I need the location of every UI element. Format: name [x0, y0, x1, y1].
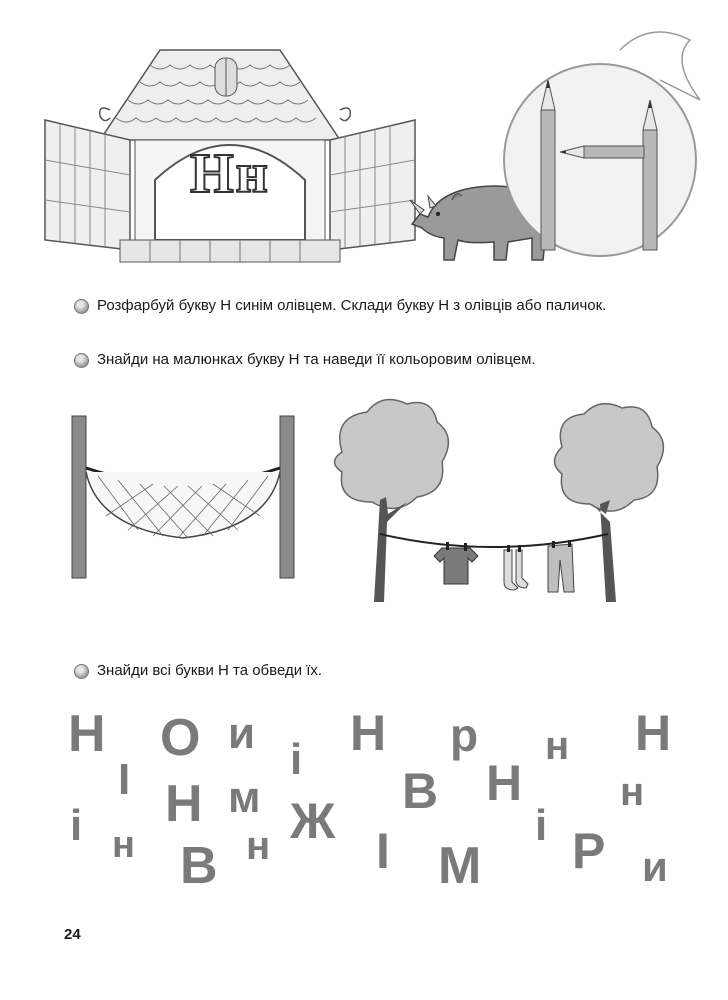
scatter-letter: і — [290, 735, 303, 784]
scatter-letter: н — [246, 824, 271, 868]
scatter-letter: О — [160, 709, 201, 767]
scatter-letter: Ж — [290, 793, 336, 849]
scatter-letter: І — [376, 823, 390, 879]
page-number: 24 — [64, 926, 81, 943]
scatter-letter: Н — [635, 705, 672, 761]
instruction-1 — [74, 296, 606, 316]
scatter-letter: р — [450, 709, 479, 761]
letter-sign-text: Нн — [190, 143, 270, 205]
bullet-icon — [74, 353, 89, 368]
instruction-1-text: Розфарбуй букву Н синім олівцем. Склади букву Н з олівців або паличок. — [97, 297, 607, 314]
hammock-illustration — [68, 410, 308, 580]
scatter-letter: В — [180, 837, 218, 895]
bullet-icon — [74, 664, 89, 679]
instruction-2 — [74, 350, 536, 370]
bullet-icon — [74, 299, 89, 314]
scatter-letter: м — [228, 773, 261, 822]
pencil-letter-illustration — [500, 20, 710, 275]
scatter-letter: н — [620, 770, 645, 814]
scatter-letter: Н — [68, 705, 106, 763]
scatter-letter: н — [545, 724, 570, 768]
scatter-letter: В — [402, 763, 439, 819]
instruction-2-text: Знайди на малюнках букву Н та наведи її кольоровим олівцем. — [97, 351, 536, 368]
scatter-letter: н — [112, 824, 135, 866]
scatter-letter: і — [535, 801, 548, 850]
scatter-letter: і — [70, 801, 83, 850]
scatter-letter: І — [118, 755, 131, 804]
window-letter-sign — [160, 142, 300, 206]
instruction-3 — [74, 661, 322, 681]
instruction-3-text: Знайди всі букви Н та обведи їх. — [97, 662, 323, 679]
scatter-letter: Н — [350, 705, 387, 761]
scatter-letter: Н — [165, 775, 203, 833]
scatter-letter: и — [642, 843, 668, 890]
scatter-letter: Н — [486, 755, 523, 811]
scatter-letter: и — [228, 709, 256, 758]
scatter-letter: М — [438, 837, 482, 895]
trees-clothesline-illustration — [322, 392, 682, 607]
scatter-letter: Р — [572, 823, 606, 879]
